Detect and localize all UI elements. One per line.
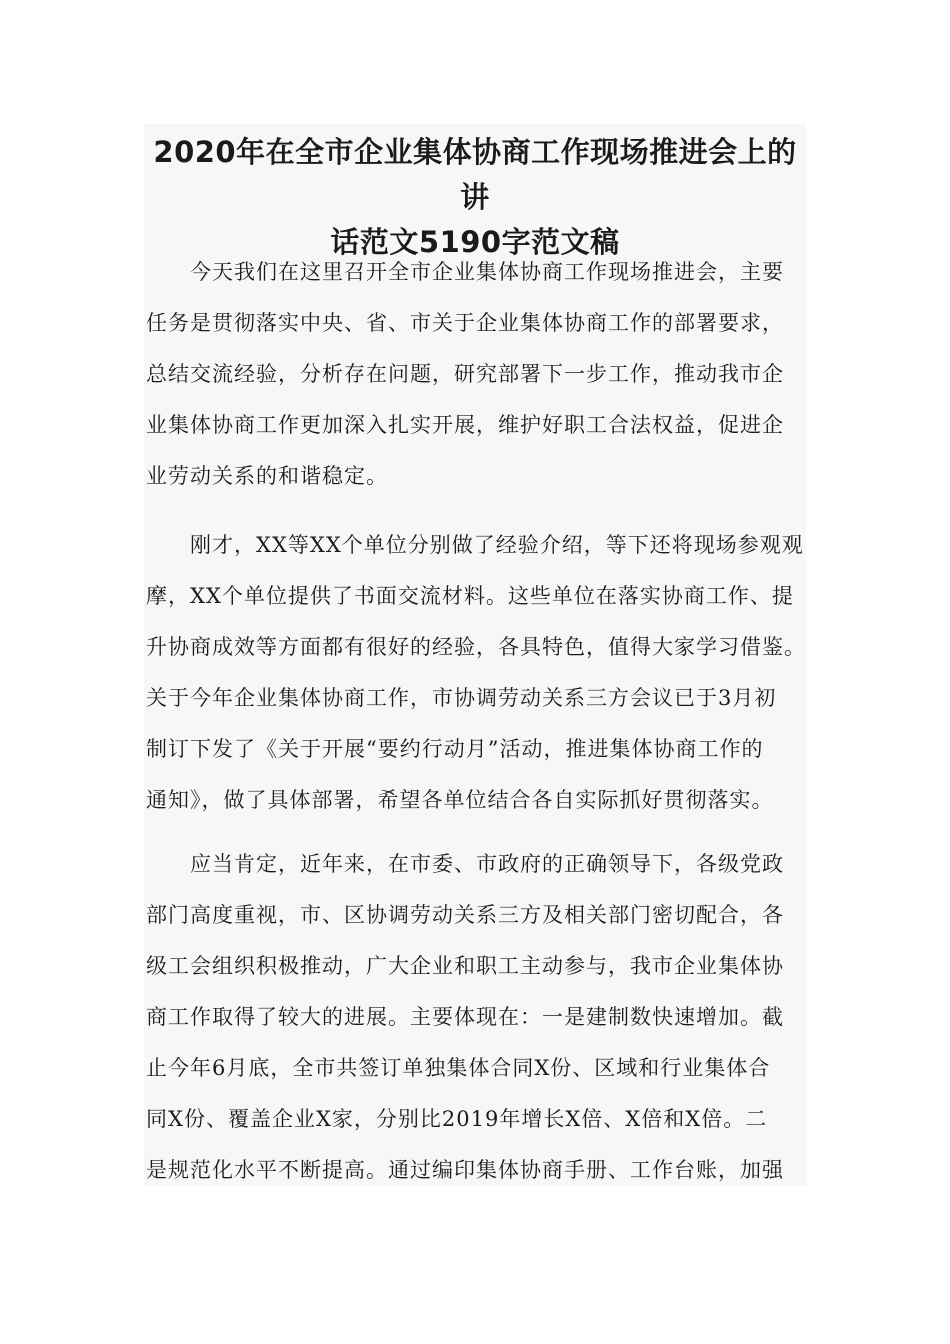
- paragraph-2: [146, 520, 806, 826]
- text-line: 升协商成效等方面都有很好的经验，各具特色，值得大家学习借鉴。: [146, 635, 806, 659]
- paragraph-3: [146, 839, 806, 1196]
- title-line: 话范文5190字范文稿: [330, 225, 620, 259]
- text-line: 刚才，XX等XX个单位分别做了经验介绍，等下还将现场参观观: [146, 533, 804, 557]
- text-line: 是规范化水平不断提高。通过编印集体协商手册、工作台账，加强: [146, 1158, 784, 1182]
- text-line: 同X份、覆盖企业X家，分别比2019年增长X倍、X倍和X倍。二: [146, 1107, 768, 1131]
- text-line: 商工作取得了较大的进展。主要体现在：一是建制数快速增加。截: [146, 1005, 784, 1029]
- text-line: 应当肯定，近年来，在市委、市政府的正确领导下，各级党政: [146, 852, 784, 876]
- title-line: 2020年在全市企业集体协商工作现场推进会上的讲: [153, 135, 797, 214]
- text-line: 摩，XX个单位提供了书面交流材料。这些单位在落实协商工作、提: [146, 584, 794, 608]
- text-line: 业劳动关系的和谐稳定。: [146, 464, 388, 488]
- text-line: 业集体协商工作更加深入扎实开展，维护好职工合法权益，促进企: [146, 413, 784, 437]
- text-line: 关于今年企业集体协商工作，市协调劳动关系三方会议已于3月初: [146, 686, 777, 710]
- text-line: 任务是贯彻落实中央、省、市关于企业集体协商工作的部署要求，: [146, 311, 784, 335]
- paragraph-1: [146, 247, 806, 502]
- text-line: 制订下发了《关于开展“要约行动月”活动，推进集体协商工作的: [146, 737, 764, 761]
- text-line: 部门高度重视，市、区协调劳动关系三方及相关部门密切配合，各: [146, 903, 784, 927]
- text-line: 今天我们在这里召开全市企业集体协商工作现场推进会，主要: [146, 260, 784, 284]
- text-line: 通知》，做了具体部署，希望各单位结合各自实际抓好贯彻落实。: [146, 788, 774, 812]
- document-title: [144, 130, 806, 265]
- text-line: 止今年6月底，全市共签订单独集体合同X份、区域和行业集体合: [146, 1056, 771, 1080]
- text-line: 总结交流经验，分析存在问题，研究部署下一步工作，推动我市企: [146, 362, 784, 386]
- text-line: 级工会组织积极推动，广大企业和职工主动参与，我市企业集体协: [146, 954, 784, 978]
